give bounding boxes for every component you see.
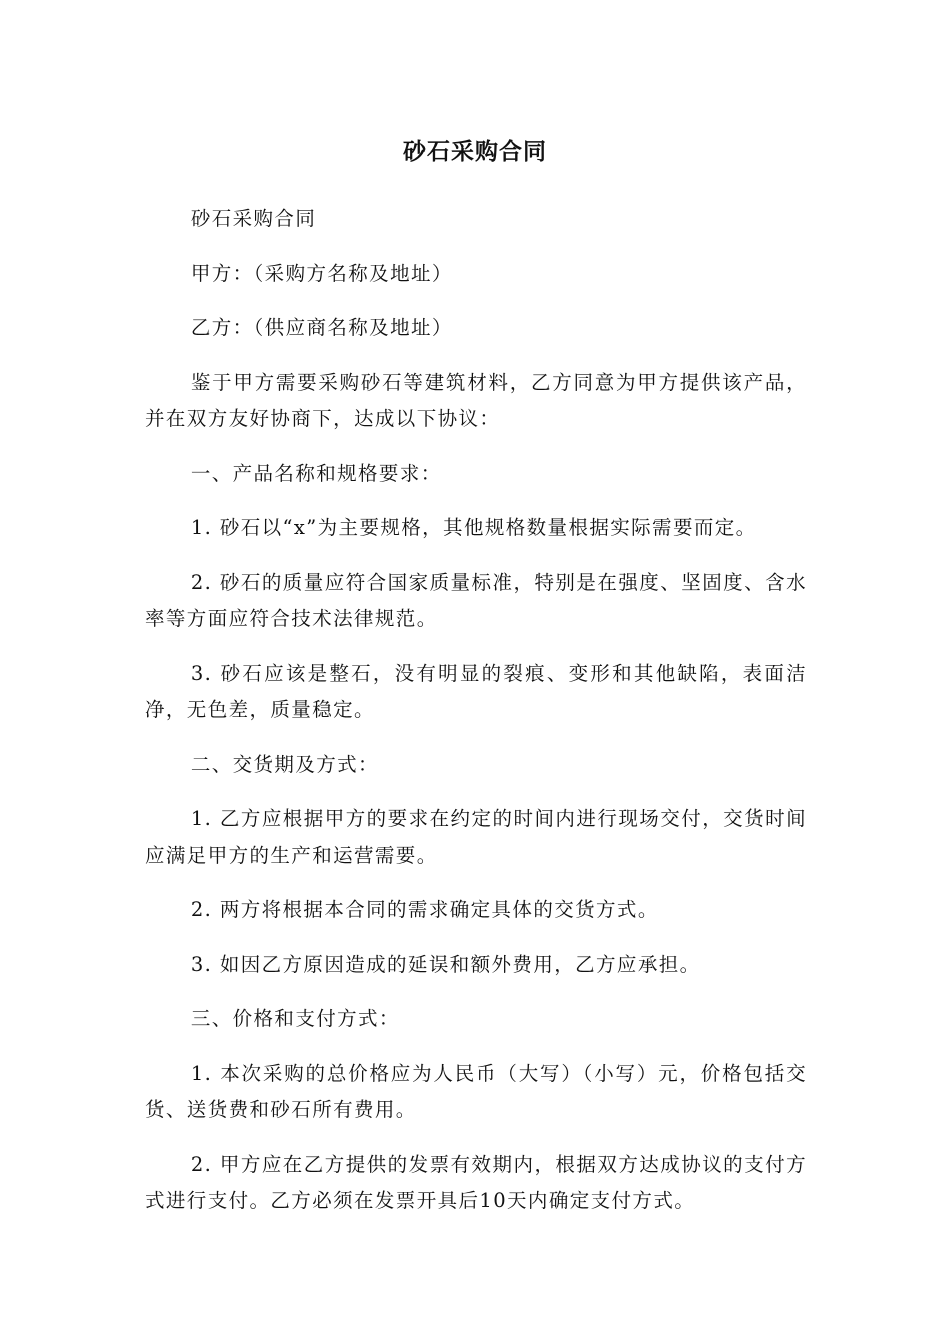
paragraph-party-b: 乙方：（供应商名称及地址） [190, 316, 453, 339]
paragraph-party-a: 甲方：（采购方名称及地址） [190, 261, 453, 285]
clause-2-3: 3. 如因乙方原因造成的延误和额外费用，乙方应承担。 [190, 952, 701, 976]
clause-3-1: 1. 本次采购的总价格应为人民币（大写）（小写）元，价格包括交货、送货费和砂石所有费用。 [145, 1061, 807, 1121]
document-body [145, 201, 807, 1238]
document-title: 砂石采购合同 [403, 139, 547, 165]
section-heading-payment: 三、价格和支付方式： [190, 1007, 400, 1030]
paragraph-heading: 砂石采购合同 [190, 207, 317, 230]
clause-3-2: 2. 甲方应在乙方提供的发票有效期内，根据双方达成协议的支付方式进行支付。乙方必须在发票开具后10天内确定支付方式。 [145, 1152, 807, 1212]
section-heading-product: 一、产品名称和规格要求： [190, 461, 442, 485]
section-heading-delivery: 二、交货期及方式： [190, 752, 379, 776]
clause-2-2: 2. 两方将根据本合同的需求确定具体的交货方式。 [190, 898, 659, 921]
clause-1-1: 1. 砂石以“x”为主要规格，其他规格数量根据实际需要而定。 [190, 516, 757, 539]
clause-1-2: 2. 砂石的质量应符合国家质量标准，特别是在强度、坚固度、含水率等方面应符合技术法律规范。 [145, 570, 807, 630]
clause-2-1: 1. 乙方应根据甲方的要求在约定的时间内进行现场交付，交货时间应满足甲方的生产和运营需要。 [145, 807, 807, 867]
paragraph-preamble: 鉴于甲方需要采购砂石等建筑材料，乙方同意为甲方提供该产品，并在双方友好协商下，达成以下协议： [145, 370, 807, 430]
clause-1-3: 3. 砂石应该是整石，没有明显的裂痕、变形和其他缺陷，表面洁净，无色差，质量稳定。 [145, 661, 807, 721]
